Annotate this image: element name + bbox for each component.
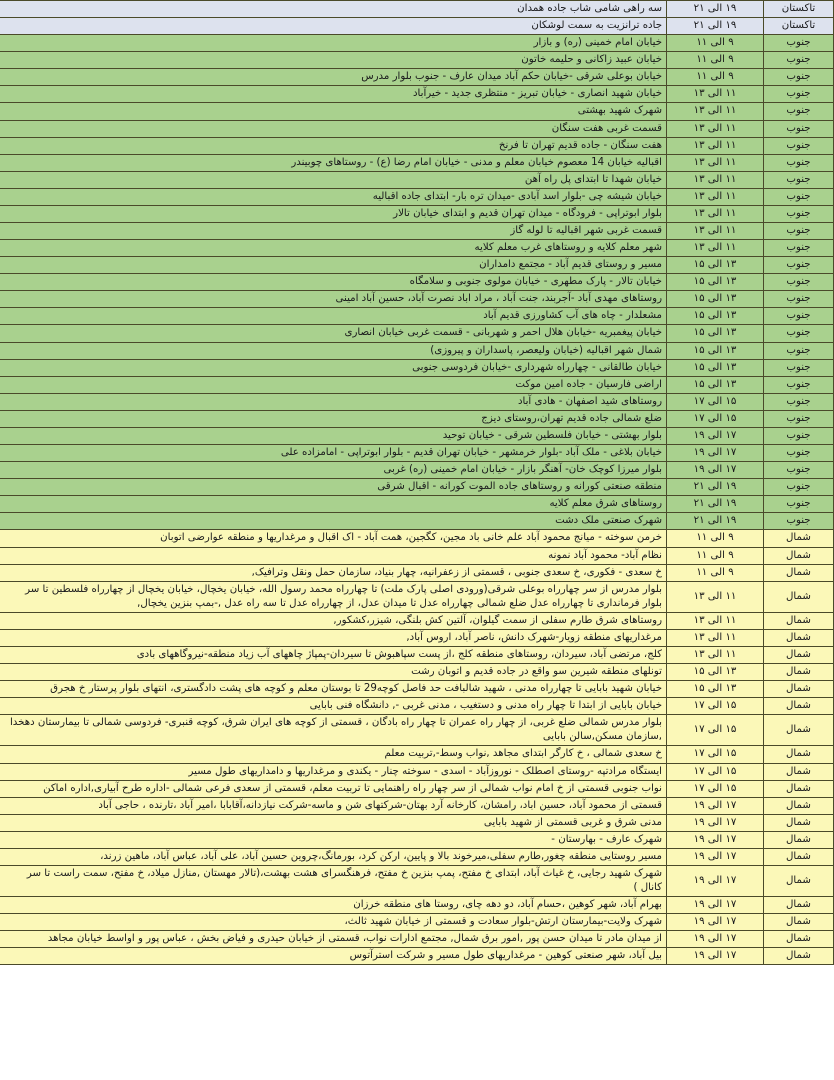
table-row	[0, 308, 834, 325]
region-cell: شمال	[764, 715, 834, 746]
area-cell: قسمت غربی شهر اقبالیه تا لوله گاز	[0, 223, 667, 240]
region-cell: جنوب	[764, 393, 834, 410]
table-row	[0, 646, 834, 663]
area-cell: مرغداریهای منطقه زویار-شهرک دانش، ناصر آباد، اروس آباد,	[0, 629, 667, 646]
time-cell: ۹ الی ۱۱	[667, 530, 764, 547]
region-cell: شمال	[764, 746, 834, 763]
time-cell: ۱۱ الی ۱۳	[667, 205, 764, 222]
table-row	[0, 780, 834, 797]
region-cell: جنوب	[764, 120, 834, 137]
table-row	[0, 914, 834, 931]
region-cell: جنوب	[764, 240, 834, 257]
table-row	[0, 427, 834, 444]
region-cell: جنوب	[764, 513, 834, 530]
area-cell: خرمن سوخته - میانج محمود آباد علم خانی باد مجین، کگجین، همت آباد - اک اقبال و مرغداریها و منطقه عوارضی اتوبان	[0, 530, 667, 547]
region-cell: جنوب	[764, 205, 834, 222]
region-cell: شمال	[764, 780, 834, 797]
time-cell: ۹ الی ۱۱	[667, 69, 764, 86]
table-row	[0, 547, 834, 564]
area-cell: شمال شهر اقبالیه (خیابان ولیعصر، پاسداران و پیروزی)	[0, 342, 667, 359]
table-row	[0, 393, 834, 410]
time-cell: ۹ الی ۱۱	[667, 564, 764, 581]
time-cell: ۱۱ الی ۱۳	[667, 223, 764, 240]
area-cell: اقبالیه خیابان 14 معصوم خیابان معلم و مدنی - خیابان امام رضا (ع) - روستاهای چوبیندر	[0, 154, 667, 171]
region-cell: شمال	[764, 698, 834, 715]
time-cell: ۱۷ الی ۱۹	[667, 831, 764, 848]
time-cell: ۱۱ الی ۱۳	[667, 120, 764, 137]
area-cell: روستاهای شید اصفهان - هادی آباد	[0, 393, 667, 410]
table-row	[0, 698, 834, 715]
time-cell: ۱۳ الی ۱۵	[667, 325, 764, 342]
time-cell: ۱۱ الی ۱۳	[667, 646, 764, 663]
table-row	[0, 171, 834, 188]
region-cell: جنوب	[764, 410, 834, 427]
area-cell: خ سعدی - فکوری، خ سعدی جنوبی ، قسمتی از زعفرانیه، چهار بنیاد، سازمان حمل ونقل وترافیک,	[0, 564, 667, 581]
time-cell: ۱۱ الی ۱۳	[667, 154, 764, 171]
region-cell: جنوب	[764, 188, 834, 205]
area-cell: شهرک عارف - بهارستان -	[0, 831, 667, 848]
area-cell: شهرک شهید رجایی، خ غیاث آباد، ابتدای خ مفتح، پمپ بنزین خ مفتح، فرهنگسرای هشت بهشت،(تالار مهستان ,منازل میلاد، خ مفتح، سمت راست تا سر کانال )	[0, 865, 667, 896]
area-cell: از میدان مادر تا میدان حسن پور ,امور برق شمال, مجتمع ادارات نواب، قسمتی از خیابان حیدری و فیاض بخش ، عباس پور و اواسط خیابان مجاهد	[0, 931, 667, 948]
time-cell: ۹ الی ۱۱	[667, 52, 764, 69]
area-cell: بلوار مدرس شمالی ضلع غربی، از چهار راه عمران تا چهار راه بادگان ، قسمتی از کوچه های ایران شرق، کوچه قنبری- فردوسی شمالی تا بیمارستان دهخدا ,سازمان مسکن,سالن بابایی	[0, 715, 667, 746]
time-cell: ۱۵ الی ۱۷	[667, 715, 764, 746]
area-cell: خیابان تالار - پارک مطهری - خیابان مولوی جنوبی و سلامگاه	[0, 274, 667, 291]
table-row	[0, 342, 834, 359]
area-cell: خیابان شهید انصاری - خیابان تبریز - منتظری جدید - خیرآباد	[0, 86, 667, 103]
area-cell: بهرام آباد، شهر کوهین ،حسام آباد، دو دهه چای، روستا های منطقه خرزان	[0, 897, 667, 914]
time-cell: ۱۱ الی ۱۳	[667, 137, 764, 154]
time-cell: ۱۹ الی ۲۱	[667, 479, 764, 496]
table-row	[0, 629, 834, 646]
region-cell: شمال	[764, 763, 834, 780]
table-row	[0, 681, 834, 698]
table-row	[0, 897, 834, 914]
region-cell: شمال	[764, 530, 834, 547]
area-cell: مسیر و روستای قدیم آباد - مجتمع دامداران	[0, 257, 667, 274]
region-cell: جنوب	[764, 137, 834, 154]
table-row	[0, 69, 834, 86]
area-cell: ضلع شمالی جاده قدیم تهران،روستای دیزج	[0, 410, 667, 427]
region-cell: جنوب	[764, 462, 834, 479]
region-cell: جنوب	[764, 154, 834, 171]
region-cell: جنوب	[764, 496, 834, 513]
region-cell: جنوب	[764, 325, 834, 342]
area-cell: جاده ترانزیت به سمت لوشکان	[0, 18, 667, 35]
area-cell: خیابان شیشه چی -بلوار اسد آبادی -میدان تره بار- ابتدای جاده اقبالیه	[0, 188, 667, 205]
area-cell: ایستگاه مرادتپه -روستای اصطلک - نوروزآباد - اسدی - سوخته چنار - یکندی و مرغداریها و دامداریهای طول مسیر	[0, 763, 667, 780]
area-cell: تونلهای منطقه شیرین سو واقع در جاده قدیم و اتوبان رشت	[0, 664, 667, 681]
region-cell: شمال	[764, 814, 834, 831]
time-cell: ۱۳ الی ۱۵	[667, 664, 764, 681]
time-cell: ۱۹ الی ۲۱	[667, 513, 764, 530]
region-cell: شمال	[764, 897, 834, 914]
time-cell: ۱۳ الی ۱۵	[667, 308, 764, 325]
table-row	[0, 848, 834, 865]
time-cell: ۱۵ الی ۱۷	[667, 746, 764, 763]
table-row	[0, 530, 834, 547]
area-cell: خیابان بلاغی - ملک آباد -بلوار خرمشهر - خیابان تهران قدیم - بلوار ابوتراپی - امامزاده علی	[0, 445, 667, 462]
time-cell: ۹ الی ۱۱	[667, 35, 764, 52]
time-cell: ۱۳ الی ۱۵	[667, 342, 764, 359]
time-cell: ۱۷ الی ۱۹	[667, 948, 764, 965]
time-cell: ۱۱ الی ۱۳	[667, 103, 764, 120]
area-cell: بلوار مدرس از سر چهارراه بوعلی شرقی(ورودی اصلی پارک ملت) تا چهارراه محمد رسول الله، خیابان یخچال، خیابان یخچال از چهارراه فلسطین تا سر بلوار فرمانداری تا چهارراه عدل ضلع شمالی چهارراه عدل تا میدان عدل، از چهارراه عدل تا سه راه عدل ,-بمپ بنزین یخچال,	[0, 581, 667, 612]
region-cell: جنوب	[764, 171, 834, 188]
region-cell: شمال	[764, 547, 834, 564]
area-cell: خیابان بوعلی شرقی -خیابان حکم آباد میدان عارف - جنوب بلوار مدرس	[0, 69, 667, 86]
time-cell: ۱۷ الی ۱۹	[667, 462, 764, 479]
time-cell: ۱۳ الی ۱۵	[667, 376, 764, 393]
table-row	[0, 205, 834, 222]
table-row	[0, 86, 834, 103]
table-row	[0, 746, 834, 763]
region-cell: شمال	[764, 831, 834, 848]
area-cell: روستاهای شرق طارم سفلی از سمت گیلوان، آلتین کش بلنگی، شیزر،کشکور,	[0, 612, 667, 629]
time-cell: ۱۷ الی ۱۹	[667, 445, 764, 462]
region-cell: جنوب	[764, 69, 834, 86]
table-row	[0, 257, 834, 274]
time-cell: ۱۳ الی ۱۵	[667, 681, 764, 698]
area-cell: نظام آباد- محمود آباد نمونه	[0, 547, 667, 564]
table-row	[0, 18, 834, 35]
region-cell: جنوب	[764, 103, 834, 120]
area-cell: خیابان امام خمینی (ره) و بازار	[0, 35, 667, 52]
area-cell: شهرک شهید بهشتی	[0, 103, 667, 120]
table-row	[0, 581, 834, 612]
table-row	[0, 513, 834, 530]
region-cell: جنوب	[764, 376, 834, 393]
table-row	[0, 948, 834, 965]
region-cell: شمال	[764, 681, 834, 698]
region-cell: جنوب	[764, 427, 834, 444]
time-cell: ۱۹ الی ۲۱	[667, 18, 764, 35]
table-row	[0, 865, 834, 896]
table-row	[0, 763, 834, 780]
table-row	[0, 462, 834, 479]
time-cell: ۱۱ الی ۱۳	[667, 171, 764, 188]
table-row	[0, 52, 834, 69]
area-cell: قسمت غربی هفت سنگان	[0, 120, 667, 137]
time-cell: ۱۳ الی ۱۵	[667, 291, 764, 308]
region-cell: جنوب	[764, 359, 834, 376]
time-cell: ۱۷ الی ۱۹	[667, 897, 764, 914]
table-row	[0, 445, 834, 462]
area-cell: بیل آباد، شهر صنعتی کوهین - مرغداریهای طول مسیر و شرکت استرآتوس	[0, 948, 667, 965]
region-cell: جنوب	[764, 308, 834, 325]
area-cell: خیابان بابایی از ابتدا تا چهار راه مدنی و دستغیب ، مدنی غربی -, دانشگاه فنی بابایی	[0, 698, 667, 715]
time-cell: ۱۷ الی ۱۹	[667, 848, 764, 865]
region-cell: جنوب	[764, 52, 834, 69]
table-row	[0, 612, 834, 629]
area-cell: خیابان طالقانی - چهارراه شهرداری -خیابان فردوسی جنوبی	[0, 359, 667, 376]
table-row	[0, 274, 834, 291]
time-cell: ۱۷ الی ۱۹	[667, 931, 764, 948]
time-cell: ۱۳ الی ۱۵	[667, 274, 764, 291]
area-cell: خیابان شهدا تا ابتدای پل راه آهن	[0, 171, 667, 188]
area-cell: خیابان شهید بابایی تا چهارراه مدنی ، شهید شالبافت حد فاصل کوچه29 تا بوستان معلم و کوچه های پشت دادگستری، انتهای بلوار پرستار خ هجرق	[0, 681, 667, 698]
time-cell: ۱۹ الی ۲۱	[667, 1, 764, 18]
table-row	[0, 120, 834, 137]
area-cell: هفت سنگان - جاده قدیم تهران تا فرنخ	[0, 137, 667, 154]
region-cell: تاکستان	[764, 1, 834, 18]
time-cell: ۱۳ الی ۱۵	[667, 257, 764, 274]
area-cell: مدنی شرق و غربی قسمتی از شهید بابایی	[0, 814, 667, 831]
region-cell: شمال	[764, 931, 834, 948]
area-cell: خیابان پیغمبریه -خیابان هلال احمر و شهربانی - قسمت غربی خیابان انصاری	[0, 325, 667, 342]
area-cell: مشعلدار - چاه های آب کشاورزی قدیم آباد	[0, 308, 667, 325]
time-cell: ۱۵ الی ۱۷	[667, 763, 764, 780]
region-cell: جنوب	[764, 274, 834, 291]
area-cell: کلج، مرتضی آباد، سیردان، روستاهای منطقه کلج ،از پست سپاهبوش تا سیردان-پمپاژ چاههای آب زیاد منطقه-نیروگاههای بادی	[0, 646, 667, 663]
time-cell: ۱۱ الی ۱۳	[667, 581, 764, 612]
table-row	[0, 154, 834, 171]
region-cell: شمال	[764, 848, 834, 865]
area-cell: شهرک صنعتی ملک دشت	[0, 513, 667, 530]
time-cell: ۱۵ الی ۱۷	[667, 410, 764, 427]
region-cell: شمال	[764, 646, 834, 663]
time-cell: ۱۷ الی ۱۹	[667, 814, 764, 831]
region-cell: شمال	[764, 581, 834, 612]
time-cell: ۱۱ الی ۱۳	[667, 86, 764, 103]
table-row	[0, 376, 834, 393]
time-cell: ۱۱ الی ۱۳	[667, 240, 764, 257]
table-row	[0, 223, 834, 240]
time-cell: ۱۷ الی ۱۹	[667, 865, 764, 896]
region-cell: جنوب	[764, 86, 834, 103]
area-cell: خیابان عبید زاکانی و حلیمه خاتون	[0, 52, 667, 69]
area-cell: بلوار ابوتراپی - فرودگاه - میدان تهران قدیم و ابتدای خیابان تالار	[0, 205, 667, 222]
region-cell: شمال	[764, 865, 834, 896]
area-cell: سه راهی شامی شاب جاده همدان	[0, 1, 667, 18]
area-cell: شهر معلم کلایه و روستاهای غرب معلم کلایه	[0, 240, 667, 257]
region-cell: جنوب	[764, 291, 834, 308]
table-row	[0, 35, 834, 52]
table-row	[0, 479, 834, 496]
region-cell: جنوب	[764, 35, 834, 52]
region-cell: شمال	[764, 612, 834, 629]
time-cell: ۱۹ الی ۲۱	[667, 496, 764, 513]
table-row	[0, 188, 834, 205]
area-cell: شهرک ولایت-بیمارستان ارتش-بلوار سعادت و قسمتی از خیابان شهید ثالث،	[0, 914, 667, 931]
area-cell: نواب جنوبی قسمتی از خ امام نواب شمالی از سر چهار راه راهنمایی تا تربیت معلم، قسمتی از سعدی فرعی شمالی -اداره طرح آبیاری,اداره اماکن	[0, 780, 667, 797]
region-cell: شمال	[764, 914, 834, 931]
area-cell: بلوار بهشتی - خیابان فلسطین شرقی - خیابان توحید	[0, 427, 667, 444]
time-cell: ۱۳ الی ۱۵	[667, 359, 764, 376]
region-cell: تاکستان	[764, 18, 834, 35]
table-row	[0, 664, 834, 681]
region-cell: شمال	[764, 664, 834, 681]
region-cell: شمال	[764, 948, 834, 965]
time-cell: ۱۵ الی ۱۷	[667, 393, 764, 410]
time-cell: ۱۱ الی ۱۳	[667, 629, 764, 646]
area-cell: روستاهای مهدی آباد -آجربند، جنت آباد ، مراد اباد نصرت آباد، حسین آباد امینی	[0, 291, 667, 308]
region-cell: جنوب	[764, 479, 834, 496]
table-row	[0, 715, 834, 746]
time-cell: ۱۵ الی ۱۷	[667, 780, 764, 797]
area-cell: قسمتی از محمود آباد، حسین اباد، رامشان، کارخانه آرد بهتان-شرکتهای شن و ماسه-شرکت نیازدانه،آقابابا ،امیر آباد ،تارنده ، حاجی آباد	[0, 797, 667, 814]
outage-table-body	[0, 1, 834, 965]
time-cell: ۱۷ الی ۱۹	[667, 427, 764, 444]
time-cell: ۱۷ الی ۱۹	[667, 914, 764, 931]
table-row	[0, 496, 834, 513]
table-row	[0, 797, 834, 814]
time-cell: ۱۷ الی ۱۹	[667, 797, 764, 814]
time-cell: ۱۵ الی ۱۷	[667, 698, 764, 715]
region-cell: جنوب	[764, 342, 834, 359]
table-row	[0, 240, 834, 257]
area-cell: روستاهای شرق معلم کلایه	[0, 496, 667, 513]
table-row	[0, 831, 834, 848]
time-cell: ۱۱ الی ۱۳	[667, 188, 764, 205]
area-cell: اراضی فارسیان - جاده امین موکت	[0, 376, 667, 393]
region-cell: شمال	[764, 629, 834, 646]
area-cell: بلوار میرزا کوچک خان- آهنگر بازار - خیابان امام خمینی (ره) غربی	[0, 462, 667, 479]
area-cell: منطقه صنعتی کورانه و روستاهای جاده الموت کورانه - اقبال شرقی	[0, 479, 667, 496]
table-row	[0, 931, 834, 948]
region-cell: شمال	[764, 564, 834, 581]
region-cell: جنوب	[764, 257, 834, 274]
table-row	[0, 410, 834, 427]
time-cell: ۱۱ الی ۱۳	[667, 612, 764, 629]
region-cell: جنوب	[764, 223, 834, 240]
table-row	[0, 137, 834, 154]
area-cell: خ سعدی شمالی ، خ کارگر ابتدای مجاهد ,نواب وسط-,تربیت معلم	[0, 746, 667, 763]
table-row	[0, 103, 834, 120]
time-cell: ۹ الی ۱۱	[667, 547, 764, 564]
table-row	[0, 291, 834, 308]
table-row	[0, 814, 834, 831]
table-row	[0, 325, 834, 342]
table-row	[0, 564, 834, 581]
table-row	[0, 359, 834, 376]
region-cell: جنوب	[764, 445, 834, 462]
table-row	[0, 1, 834, 18]
area-cell: مسیر روستایی منطقه چغور,طارم سفلی،میرخوند بالا و پایین، ارکن کرد، بورمانگ،چروین حسین آباد، علی آباد، عباس آباد، ماهین زرند،	[0, 848, 667, 865]
region-cell: شمال	[764, 797, 834, 814]
